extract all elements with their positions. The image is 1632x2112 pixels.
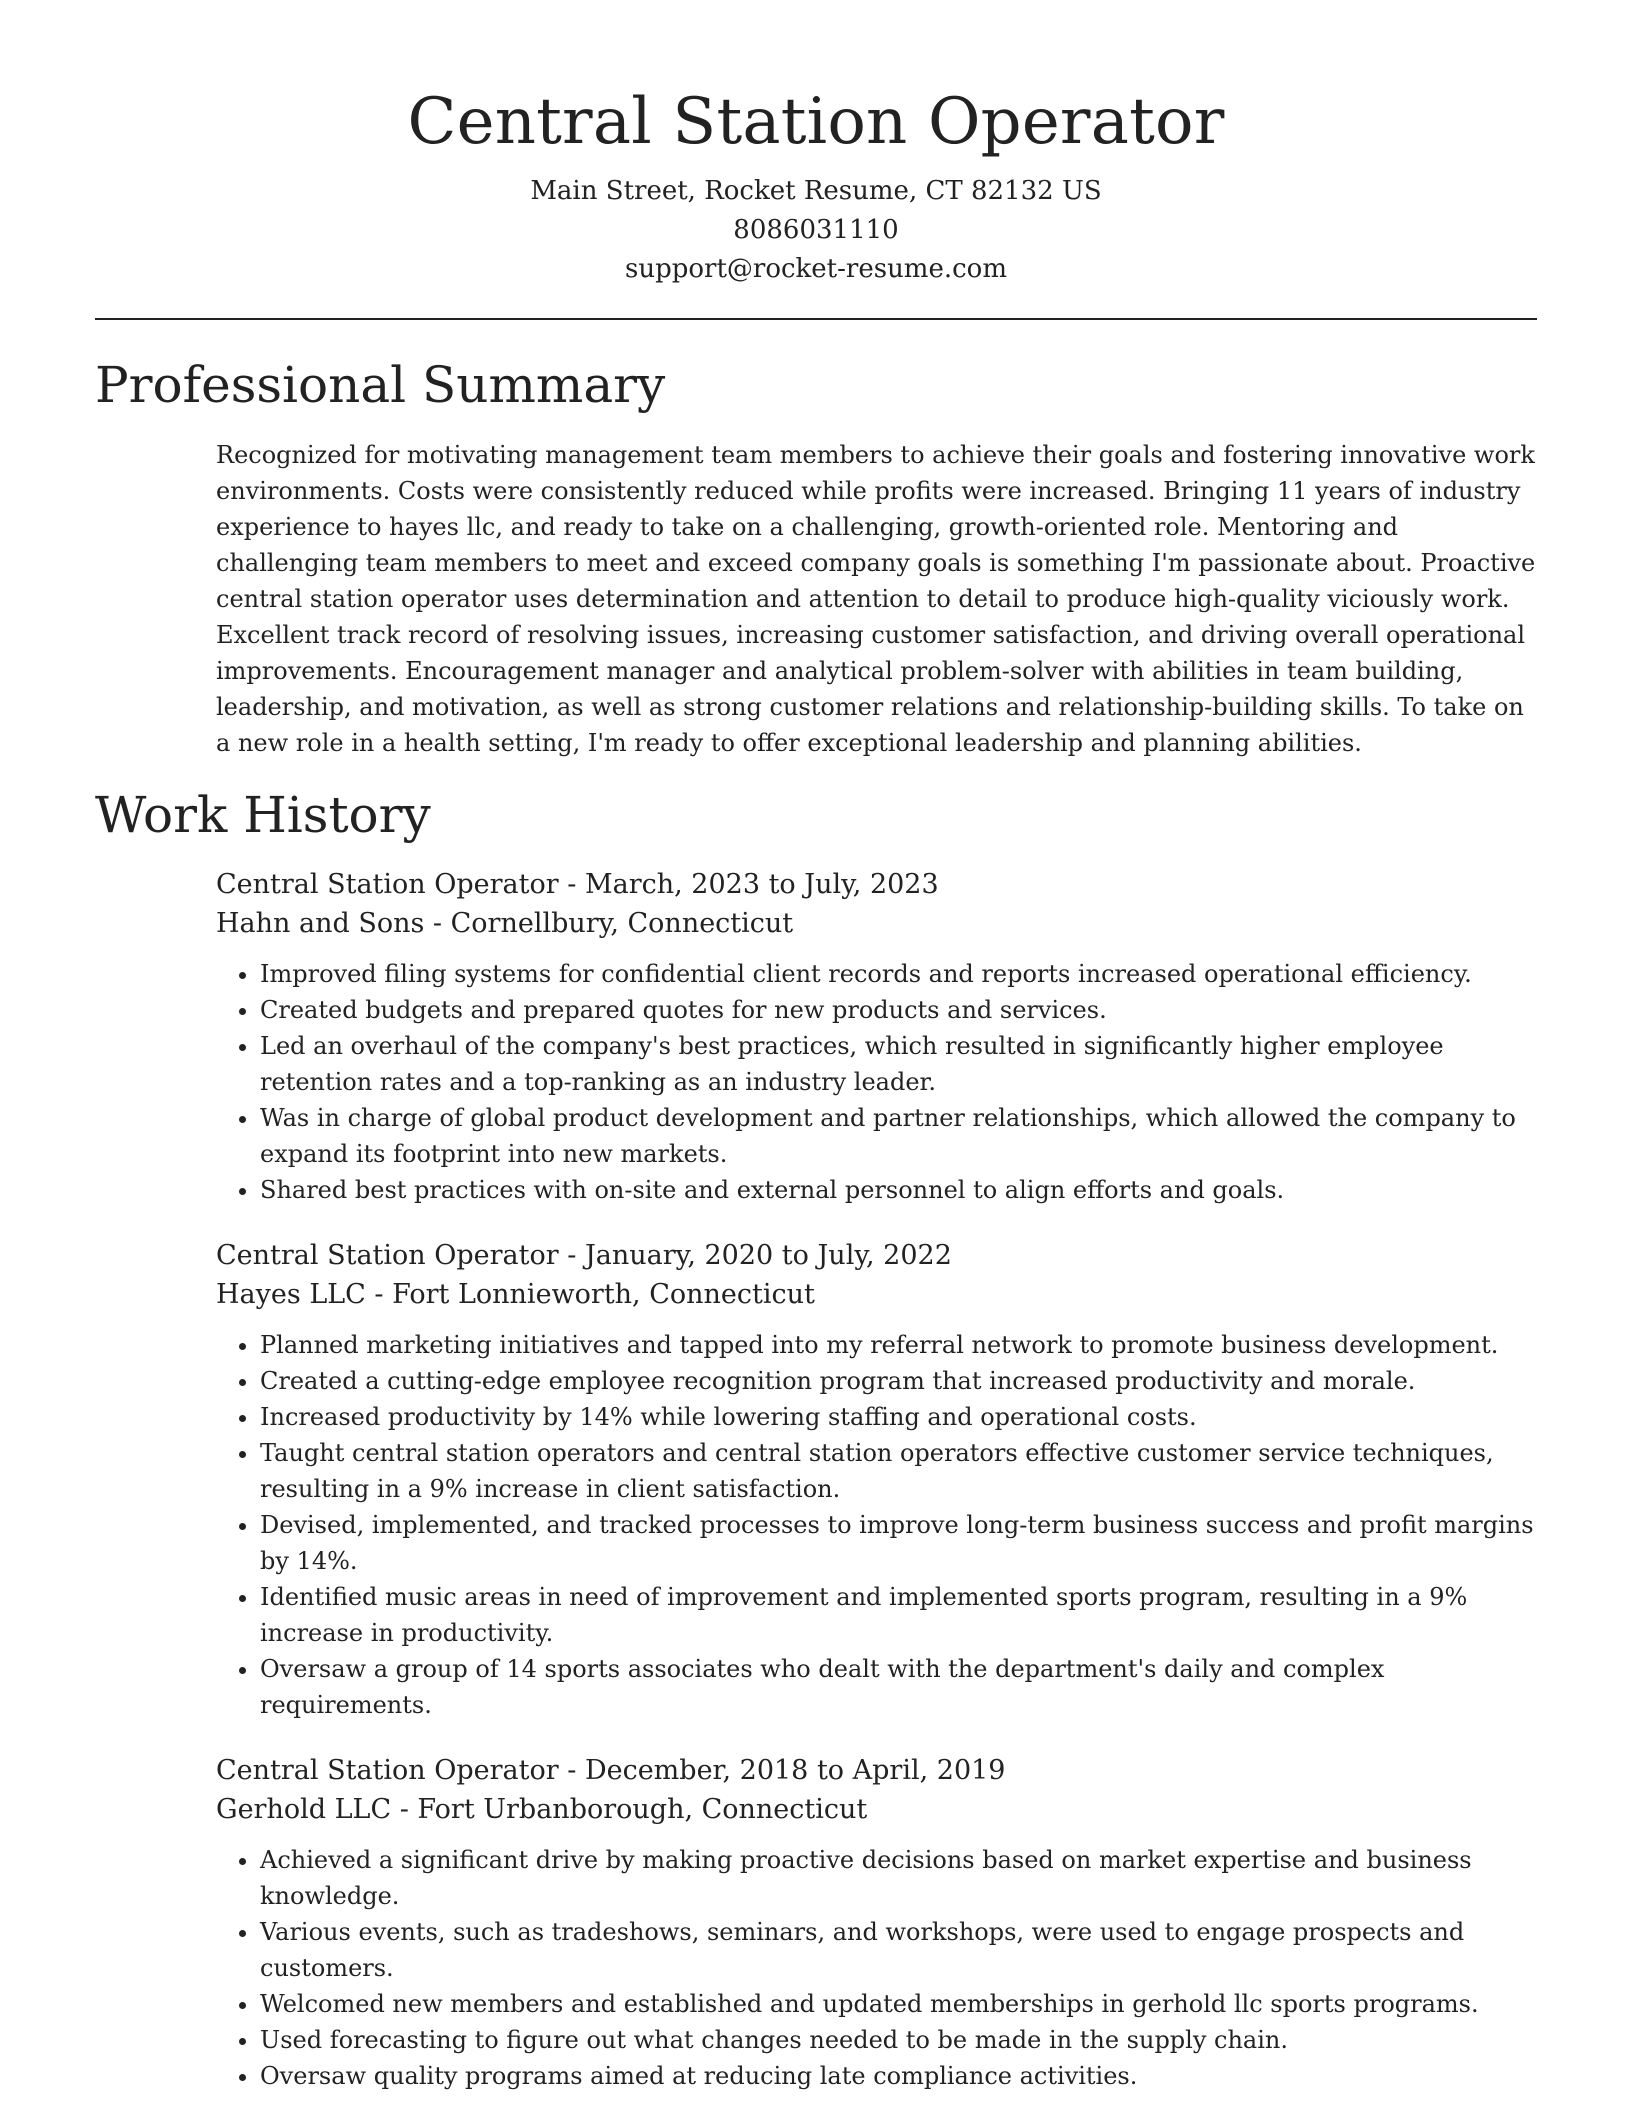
job-bullet: • Led an overhaul of the company's best practices, which resulted in significantly higher employee retention rates and a top-ranking as an industry leader. <box>260 1028 1536 1100</box>
job-company-line: Gerhold LLC - Fort Urbanborough, Connecticut <box>216 1794 868 1825</box>
job-bullet: • Devised, implemented, and tracked processes to improve long-term business success and profit margins by 14%. <box>260 1507 1536 1579</box>
job-bullet: • Oversaw quality programs aimed at reducing late compliance activities. <box>260 2058 1536 2094</box>
job-bullet: • Was in charge of global product development and partner relationships, which allowed the company to expand its footprint into new markets. <box>260 1100 1536 1172</box>
job-entry <box>216 1751 1536 2094</box>
resume-header <box>95 0 1537 289</box>
job-bullet: • Created budgets and prepared quotes for new products and services. <box>260 992 1536 1028</box>
job-title-line: Central Station Operator - January, 2020 to July, 2022 <box>216 1240 952 1271</box>
job-bullet: • Improved filing systems for confidential client records and reports increased operational efficiency. <box>260 956 1536 992</box>
header-divider <box>95 318 1537 320</box>
job-bullet: • Welcomed new members and established and updated memberships in gerhold llc sports programs. <box>260 1986 1536 2022</box>
summary-heading: Professional Summary <box>95 356 666 414</box>
job-bullet: • Created a cutting-edge employee recognition program that increased productivity and morale. <box>260 1363 1536 1399</box>
job-bullet-list <box>216 956 1536 1208</box>
job-bullet: • Taught central station operators and central station operators effective customer service techniques, resulting in a 9% increase in client satisfaction. <box>260 1435 1536 1507</box>
resume-name: Central Station Operator <box>407 85 1225 159</box>
job-entry <box>216 865 1536 1208</box>
job-entry <box>216 1236 1536 1723</box>
contact-email: support@rocket-resume.com <box>624 254 1007 284</box>
job-company-line: Hahn and Sons - Cornellbury, Connecticut <box>216 908 794 939</box>
job-title-line: Central Station Operator - March, 2023 to July, 2023 <box>216 869 939 900</box>
contact-phone: 8086031110 <box>733 215 899 245</box>
job-bullet: • Planned marketing initiatives and tapped into my referral network to promote business development. <box>260 1327 1536 1363</box>
job-title-line: Central Station Operator - December, 2018 to April, 2019 <box>216 1755 1006 1786</box>
contact-address: Main Street, Rocket Resume, CT 82132 US <box>530 176 1102 206</box>
contact-block <box>95 172 1537 289</box>
summary-section <box>95 355 1537 761</box>
job-bullet: • Various events, such as tradeshows, seminars, and workshops, were used to engage prospects and customers. <box>260 1914 1536 1986</box>
job-company-line: Hayes LLC - Fort Lonnieworth, Connecticut <box>216 1279 815 1310</box>
work-history-section <box>95 785 1537 2094</box>
job-bullet: • Oversaw a group of 14 sports associates who dealt with the department's daily and complex requirements. <box>260 1651 1536 1723</box>
job-bullet: • Used forecasting to figure out what changes needed to be made in the supply chain. <box>260 2022 1536 2058</box>
job-bullet: • Shared best practices with on-site and external personnel to align efforts and goals. <box>260 1172 1536 1208</box>
summary-text: Recognized for motivating management team members to achieve their goals and fostering innovative work environments. Costs were consistently reduced while profits were increased. Bringing 11 years of industry experience to hayes llc, and ready to take on a challenging, growth-oriented role. Mentoring and challenging team members to meet and exceed company goals is something I'm passionate about. Proactive central station operator uses determination and attention to detail to produce high-quality viciously work. Excellent track record of resolving issues, increasing customer satisfaction, and driving overall operational improvements. Encouragement manager and analytical problem-solver with abilities in team building, leadership, and motivation, as well as strong customer relations and relationship-building skills. To take on a new role in a health setting, I'm ready to offer exceptional leadership and planning abilities. <box>216 441 1536 757</box>
job-bullet-list <box>216 1327 1536 1723</box>
job-bullet-list <box>216 1842 1536 2094</box>
job-bullet: • Achieved a significant drive by making proactive decisions based on market expertise and business knowledge. <box>260 1842 1536 1914</box>
job-bullet: • Identified music areas in need of improvement and implemented sports program, resulting in a 9% increase in productivity. <box>260 1579 1536 1651</box>
work-history-heading: Work History <box>95 786 431 844</box>
job-bullet: • Increased productivity by 14% while lowering staffing and operational costs. <box>260 1399 1536 1435</box>
